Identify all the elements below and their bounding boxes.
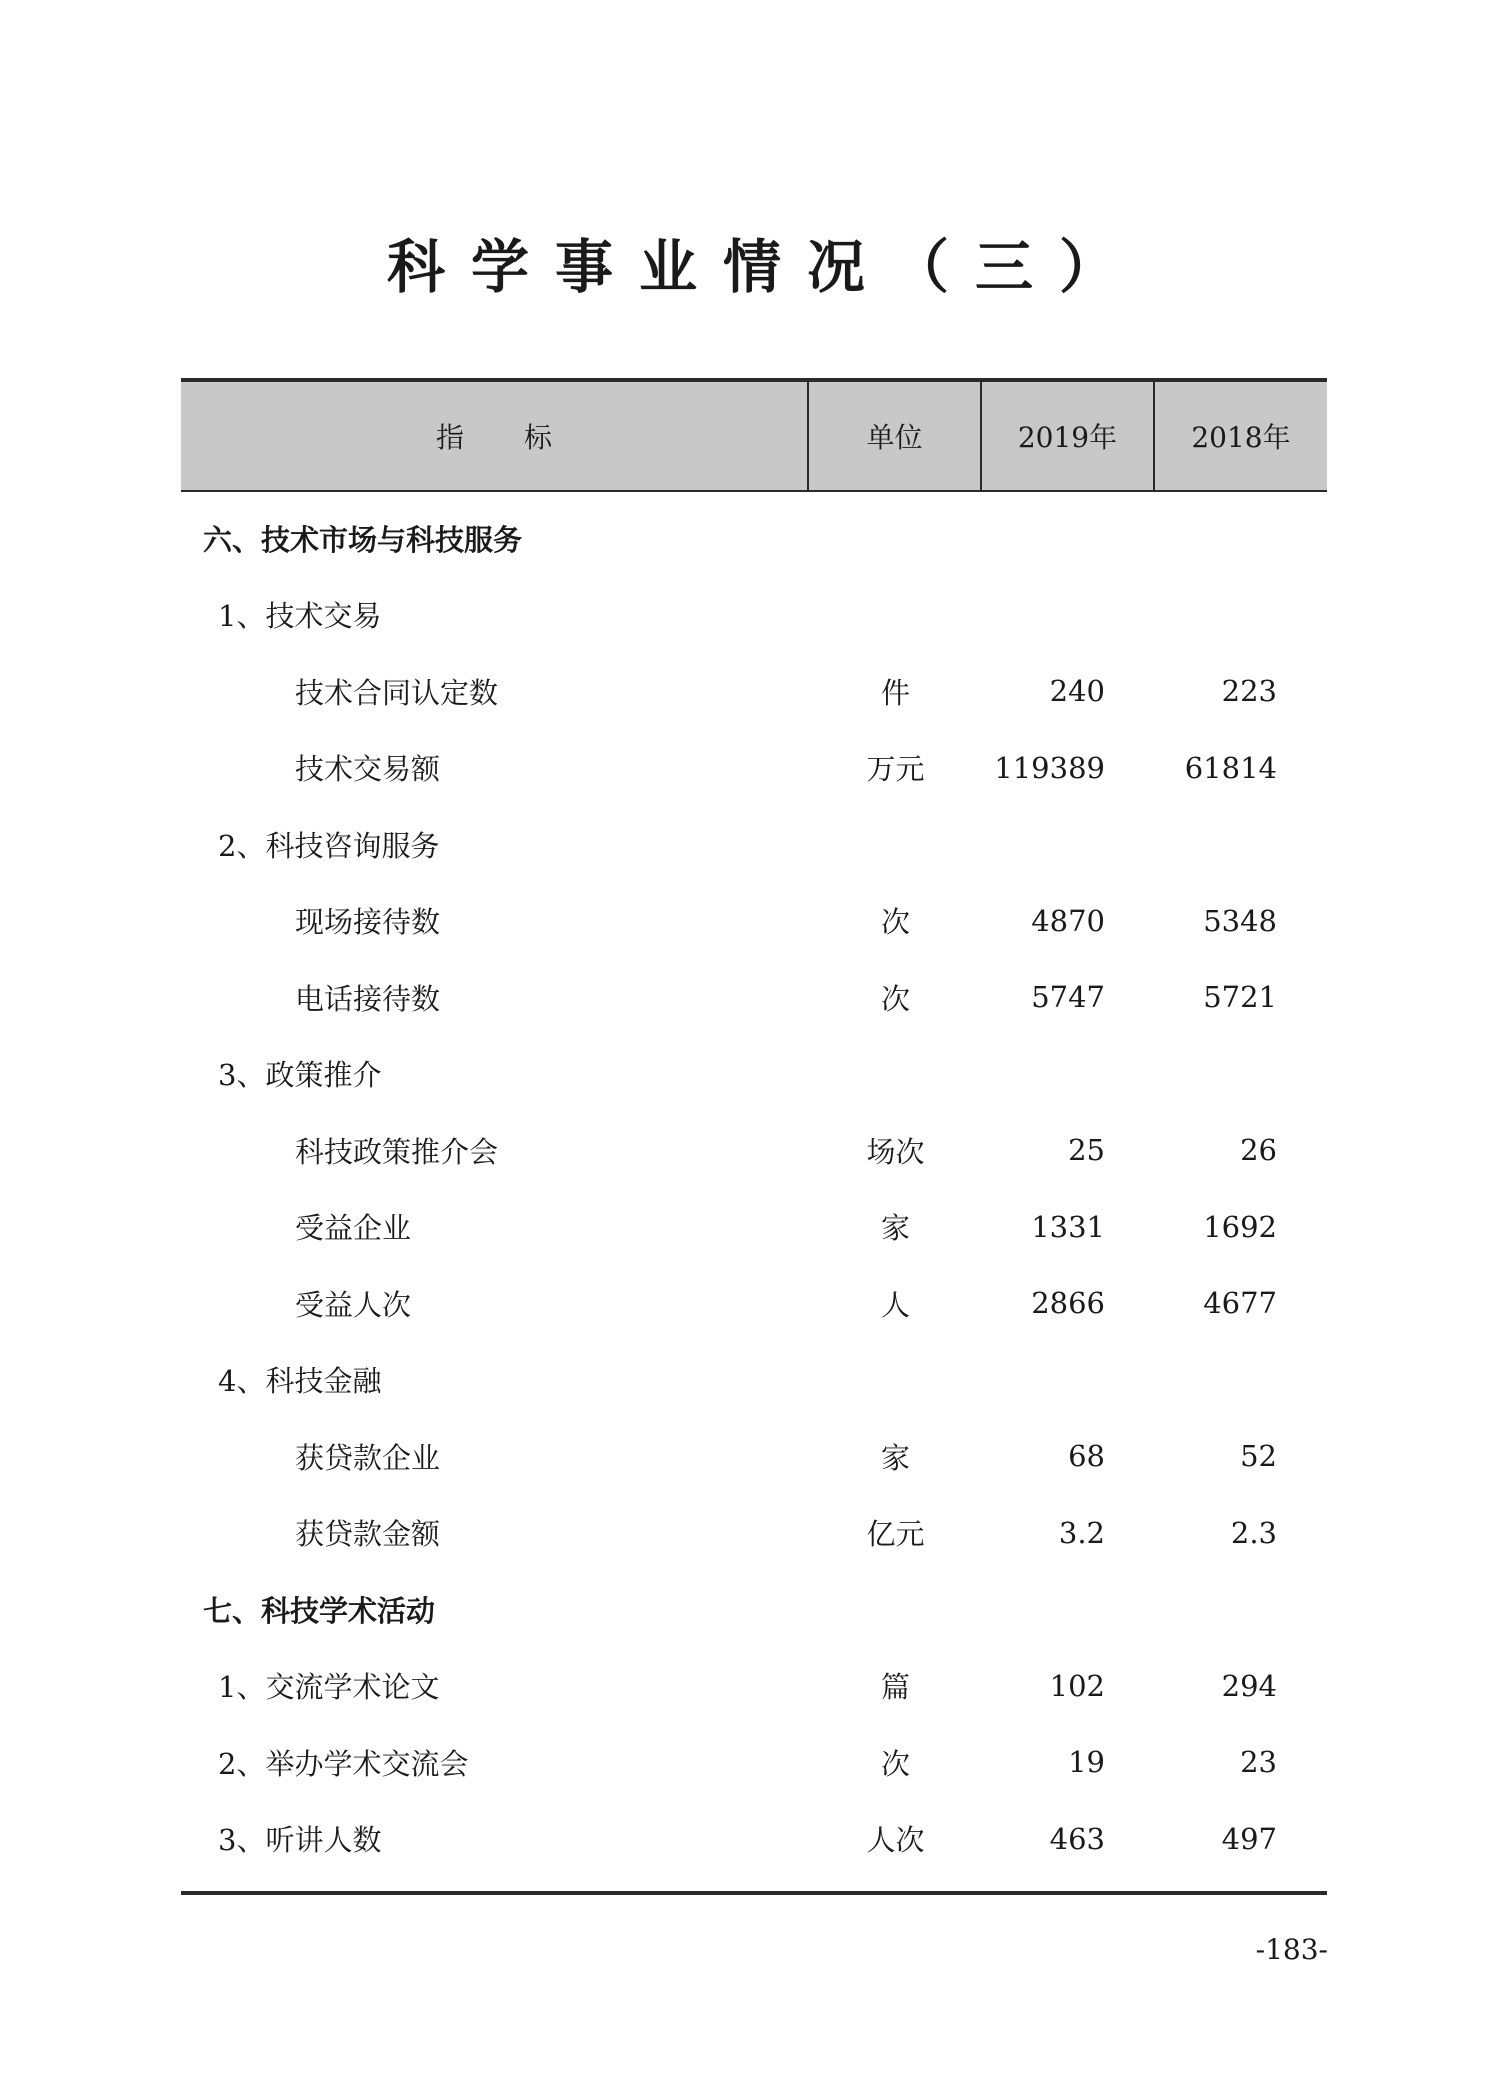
row-value-2018: 223 (1221, 674, 1277, 709)
row-value-2018: 294 (1221, 1668, 1277, 1703)
row-unit: 家 (880, 1440, 910, 1475)
row-value-2019: 2866 (1031, 1286, 1105, 1321)
row-value-2019: 1331 (1031, 1209, 1105, 1244)
row-value-2019: 119389 (994, 750, 1105, 785)
row-indicator: 4、科技金融 (218, 1364, 382, 1399)
page-title: 科学事业情况（三） (386, 233, 1143, 301)
table-row (181, 1495, 1327, 1572)
table-row (181, 1418, 1327, 1495)
row-indicator: 1、交流学术论文 (218, 1670, 440, 1705)
statistics-table (181, 378, 1327, 1895)
table-row (181, 806, 1327, 883)
table-header-row (181, 382, 1327, 492)
table-row (181, 1648, 1327, 1725)
row-indicator: 电话接待数 (295, 981, 441, 1016)
header-indicator (181, 382, 809, 490)
table-row (181, 730, 1327, 807)
row-value-2018: 26 (1240, 1133, 1277, 1168)
row-unit: 人次 (866, 1823, 925, 1858)
row-value-2019: 463 (1049, 1821, 1105, 1856)
header-unit: 单位 (809, 382, 982, 490)
page-number: -183- (1255, 1933, 1328, 1966)
header-year-2019: 2019年 (982, 382, 1155, 490)
table-row (181, 1265, 1327, 1342)
table-row (181, 500, 1327, 577)
row-unit: 次 (880, 1746, 910, 1781)
table-row (181, 1342, 1327, 1419)
row-value-2019: 240 (1049, 674, 1105, 709)
row-value-2019: 68 (1068, 1439, 1105, 1474)
row-value-2018: 23 (1240, 1745, 1277, 1780)
row-indicator: 六、技术市场与科技服务 (203, 522, 523, 557)
row-value-2018: 4677 (1203, 1286, 1277, 1321)
row-value-2019: 102 (1049, 1668, 1105, 1703)
row-value-2019: 25 (1068, 1133, 1105, 1168)
row-indicator: 1、技术交易 (218, 599, 382, 634)
row-indicator: 受益人次 (295, 1287, 412, 1322)
row-unit: 篇 (880, 1670, 910, 1705)
row-indicator: 技术合同认定数 (295, 675, 499, 710)
table-row (181, 1801, 1327, 1878)
header-year-2018: 2018年 (1191, 421, 1291, 454)
row-value-2019: 5747 (1031, 980, 1105, 1015)
row-value-2018: 52 (1240, 1439, 1277, 1474)
row-indicator: 2、科技咨询服务 (218, 828, 440, 863)
row-indicator: 受益企业 (295, 1211, 412, 1246)
row-unit: 万元 (866, 752, 925, 787)
row-indicator: 技术交易额 (295, 752, 441, 787)
row-unit: 人 (880, 1287, 910, 1322)
table-row (181, 1112, 1327, 1189)
row-indicator: 七、科技学术活动 (203, 1593, 436, 1628)
table-bottom-rule (181, 1891, 1327, 1895)
row-value-2018: 61814 (1184, 750, 1277, 785)
row-indicator: 3、政策推介 (218, 1058, 382, 1093)
row-indicator: 3、听讲人数 (218, 1823, 382, 1858)
table-row (181, 1571, 1327, 1648)
row-unit: 场次 (866, 1134, 925, 1169)
row-value-2019: 3.2 (1058, 1515, 1105, 1550)
row-unit: 次 (880, 981, 910, 1016)
table-row (181, 577, 1327, 654)
row-indicator: 现场接待数 (295, 905, 441, 940)
row-value-2018: 5721 (1203, 980, 1277, 1015)
row-unit: 亿元 (866, 1517, 925, 1552)
table-row (181, 883, 1327, 960)
row-value-2019: 4870 (1031, 903, 1105, 938)
header-indicator-label: 指标 (435, 421, 612, 454)
row-indicator: 获贷款金额 (295, 1517, 441, 1552)
row-value-2019: 19 (1068, 1745, 1105, 1780)
row-indicator: 获贷款企业 (295, 1440, 441, 1475)
row-value-2018: 2.3 (1230, 1515, 1277, 1550)
table-row (181, 653, 1327, 730)
table-row (181, 959, 1327, 1036)
table-row (181, 1724, 1327, 1801)
row-value-2018: 1692 (1203, 1209, 1277, 1244)
table-body (181, 492, 1327, 1877)
row-indicator: 科技政策推介会 (295, 1134, 499, 1169)
table-row (181, 1189, 1327, 1266)
row-value-2018: 5348 (1203, 903, 1277, 938)
table-row (181, 1036, 1327, 1113)
row-indicator: 2、举办学术交流会 (218, 1746, 469, 1781)
row-unit: 件 (880, 675, 910, 710)
row-unit: 次 (880, 905, 910, 940)
row-unit: 家 (880, 1211, 910, 1246)
row-value-2018: 497 (1221, 1821, 1277, 1856)
